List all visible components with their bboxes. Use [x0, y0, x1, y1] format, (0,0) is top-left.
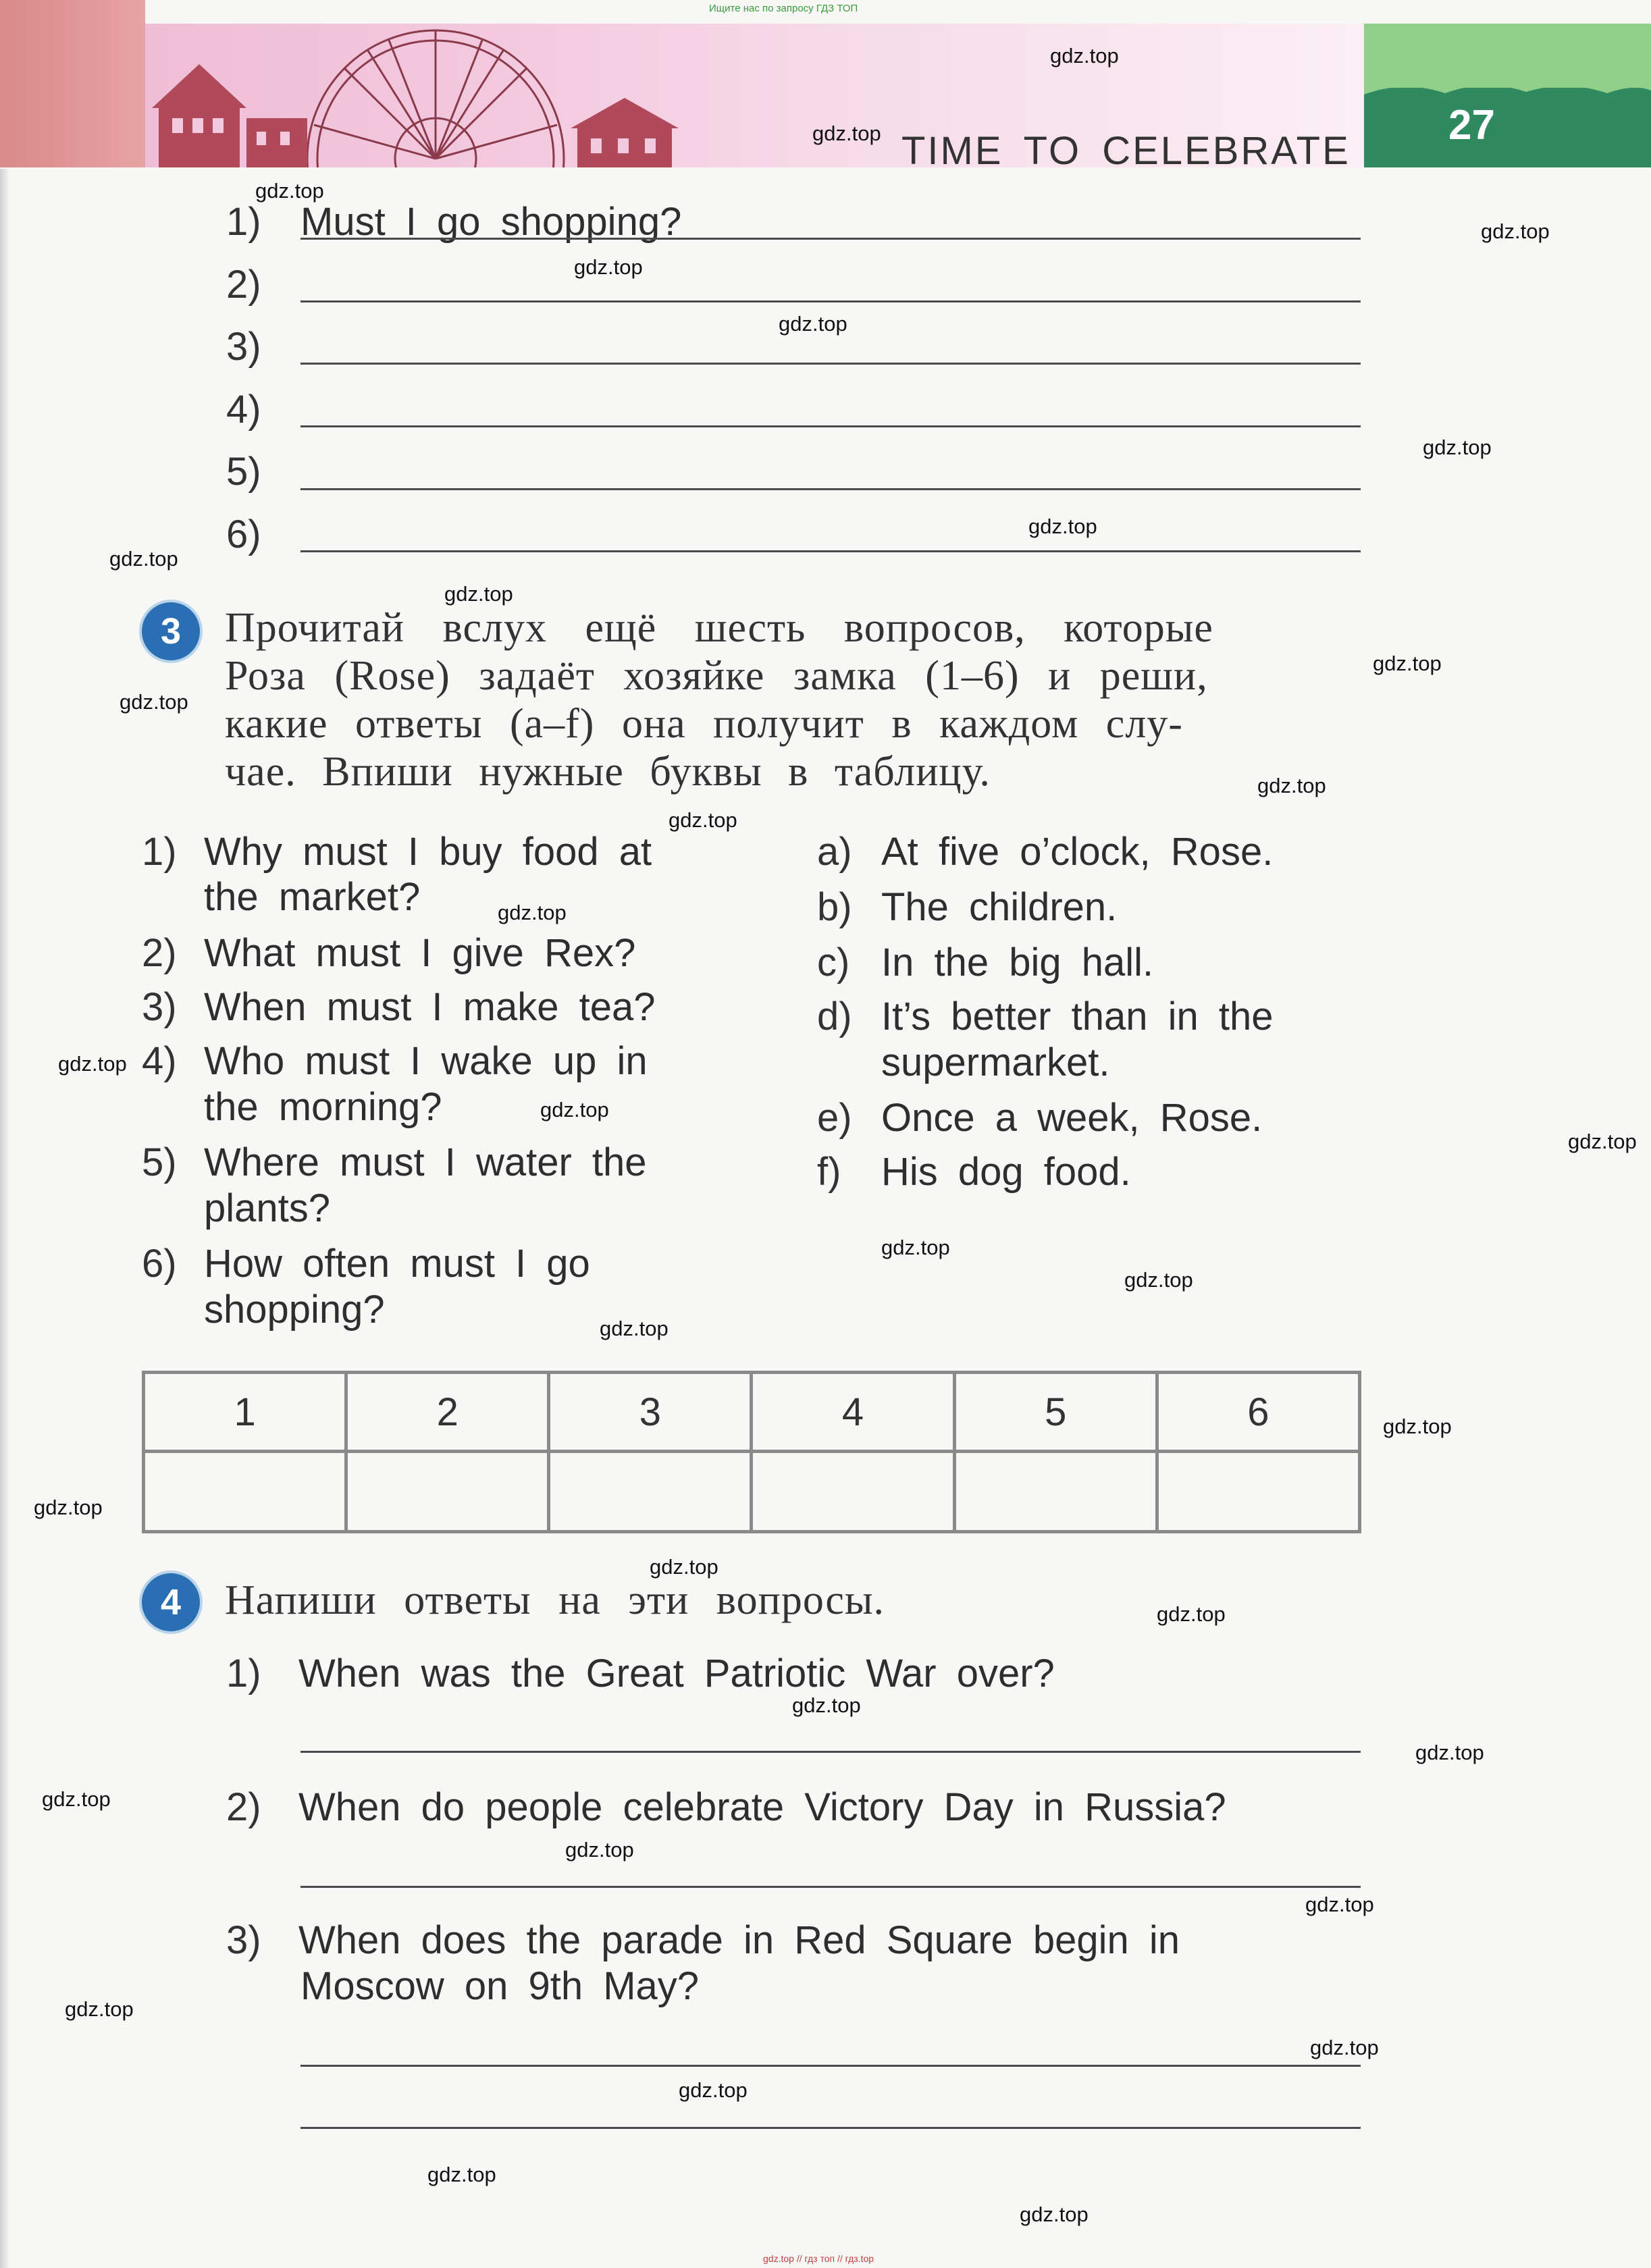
watermark: gdz.top	[498, 901, 567, 924]
exercise-number-badge: 4	[142, 1573, 200, 1631]
question-number: 6)	[142, 1242, 177, 1286]
watermark: gdz.top	[444, 582, 513, 606]
line-number: 2)	[226, 263, 261, 307]
watermark: gdz.top	[574, 255, 643, 279]
question-number: 5)	[142, 1140, 177, 1184]
answer-letter: e)	[817, 1096, 852, 1140]
line-number: 4)	[226, 388, 261, 431]
answer-cell[interactable]	[144, 1452, 346, 1532]
writing-line[interactable]	[300, 1751, 1361, 1753]
watermark: gdz.top	[1028, 515, 1097, 538]
question-text: When was the Great Patriotic War over?	[298, 1652, 1055, 1695]
question-text: When do people celebrate Victory Day in Russia?	[298, 1785, 1226, 1829]
watermark: gdz.top	[792, 1693, 861, 1717]
question-number: 4)	[142, 1039, 177, 1083]
table-header-row	[144, 1373, 1360, 1452]
watermark: gdz.top	[42, 1787, 111, 1811]
answer-cell[interactable]	[346, 1452, 549, 1532]
answer-cell[interactable]	[954, 1452, 1157, 1532]
watermark: gdz.top	[540, 1098, 609, 1122]
line-number: 5)	[226, 450, 261, 494]
question-number: 2)	[226, 1785, 261, 1829]
question-text: the morning?	[204, 1085, 442, 1129]
answer-text: In the big hall.	[881, 941, 1154, 984]
instruction-line: Прочитай вслух ещё шесть вопросов, которые	[225, 605, 1213, 651]
watermark: gdz.top	[1305, 1893, 1374, 1916]
table-header-cell: 5	[954, 1373, 1157, 1452]
table-header-cell: 3	[549, 1373, 752, 1452]
watermark: gdz.top	[600, 1317, 669, 1340]
watermark: gdz.top	[1373, 652, 1442, 675]
header-left-band	[0, 0, 145, 167]
answer-letter: f)	[817, 1150, 841, 1194]
question-text: When must I make tea?	[204, 985, 656, 1029]
top-note: Ищите нас по запросу ГДЗ ТОП	[709, 3, 858, 14]
watermark: gdz.top	[1481, 219, 1550, 243]
answer-letter: b)	[817, 885, 852, 929]
question-text: Where must I water the	[204, 1140, 647, 1184]
watermark: gdz.top	[1415, 1741, 1484, 1764]
watermark: gdz.top	[812, 122, 881, 145]
ferris-wheel-illustration	[145, 24, 706, 167]
answer-letter: c)	[817, 941, 850, 984]
page-title: TIME TO CELEBRATE	[901, 129, 1351, 173]
exercise-number-badge: 3	[142, 602, 200, 660]
answer-letter: a)	[817, 830, 852, 874]
table-header-cell: 4	[752, 1373, 954, 1452]
watermark: gdz.top	[565, 1838, 634, 1862]
header-green-hills	[1364, 88, 1651, 167]
writing-line[interactable]	[300, 2127, 1361, 2129]
question-text: How often must I go	[204, 1242, 590, 1286]
watermark: gdz.top	[1124, 1268, 1193, 1292]
table-header-cell: 6	[1157, 1373, 1359, 1452]
answer-text: Once a week, Rose.	[881, 1096, 1263, 1140]
answer-text: His dog food.	[881, 1150, 1131, 1194]
line-number: 6)	[226, 512, 261, 556]
answer-text: supermarket.	[881, 1040, 1110, 1084]
instruction-line: Роза (Rose) задаёт хозяйке замка (1–6) и реши,	[225, 653, 1208, 699]
writing-line[interactable]	[300, 363, 1361, 365]
watermark: gdz.top	[58, 1052, 127, 1076]
watermark: gdz.top	[255, 179, 324, 203]
watermark: gdz.top	[120, 690, 188, 714]
answer-cell[interactable]	[752, 1452, 954, 1532]
question-text: shopping?	[204, 1288, 385, 1331]
answer-text: The children.	[881, 885, 1118, 929]
answer-cell[interactable]	[1157, 1452, 1359, 1532]
watermark: gdz.top	[34, 1496, 103, 1519]
watermark: gdz.top	[1020, 2203, 1089, 2226]
table-header-cell: 1	[144, 1373, 346, 1452]
question-number: 3)	[142, 985, 177, 1029]
writing-line[interactable]	[300, 550, 1361, 552]
writing-line[interactable]	[300, 425, 1361, 427]
question-text: Why must I buy food at	[204, 830, 652, 874]
writing-line[interactable]	[300, 488, 1361, 490]
line-number: 1)	[226, 200, 261, 244]
watermark: gdz.top	[1568, 1130, 1637, 1153]
footer-note: gdz.top // гдз топ // гдз.top	[763, 2253, 874, 2264]
line-text: Must I go shopping?	[300, 200, 682, 244]
table-header-cell: 2	[346, 1373, 549, 1452]
answer-letter: d)	[817, 995, 852, 1038]
watermark: gdz.top	[779, 312, 847, 336]
watermark: gdz.top	[1383, 1415, 1452, 1438]
question-number: 1)	[226, 1652, 261, 1695]
instruction-line: какие ответы (a–f) она получит в каждом слу-	[225, 701, 1183, 747]
watermark: gdz.top	[679, 2078, 748, 2102]
writing-line[interactable]	[300, 2065, 1361, 2067]
question-text: the market?	[204, 875, 421, 919]
instruction-line: чае. Впиши нужные буквы в таблицу.	[225, 749, 991, 795]
watermark: gdz.top	[1423, 436, 1492, 459]
question-text: What must I give Rex?	[204, 931, 636, 975]
watermark: gdz.top	[427, 2163, 496, 2186]
page-number: 27	[1448, 102, 1495, 149]
watermark: gdz.top	[1157, 1602, 1226, 1626]
exercise-4-instruction: Напиши ответы на эти вопросы.	[225, 1577, 885, 1623]
answer-cell[interactable]	[549, 1452, 752, 1532]
question-text: When does the parade in Red Square begin in	[298, 1918, 1180, 1962]
writing-line[interactable]	[300, 238, 1361, 240]
question-text: Moscow on 9th May?	[300, 1964, 700, 2008]
line-number: 3)	[226, 325, 261, 369]
answer-text: It’s better than in the	[881, 995, 1274, 1038]
watermark: gdz.top	[881, 1236, 950, 1259]
question-number: 2)	[142, 931, 177, 975]
watermark: gdz.top	[1050, 44, 1119, 68]
watermark: gdz.top	[650, 1555, 718, 1579]
table-answer-row	[144, 1452, 1360, 1532]
writing-line[interactable]	[300, 300, 1361, 302]
question-number: 1)	[142, 830, 177, 874]
watermark: gdz.top	[1310, 2036, 1379, 2059]
page-spine-shadow	[0, 169, 9, 2268]
watermark: gdz.top	[1257, 774, 1326, 797]
watermark: gdz.top	[109, 547, 178, 571]
answer-text: At five o’clock, Rose.	[881, 830, 1274, 874]
question-text: plants?	[204, 1186, 331, 1230]
writing-line[interactable]	[300, 1886, 1361, 1888]
watermark: gdz.top	[65, 1997, 134, 2021]
question-text: Who must I wake up in	[204, 1039, 648, 1083]
answer-table	[142, 1371, 1361, 1533]
question-number: 3)	[226, 1918, 261, 1962]
watermark: gdz.top	[669, 808, 737, 832]
